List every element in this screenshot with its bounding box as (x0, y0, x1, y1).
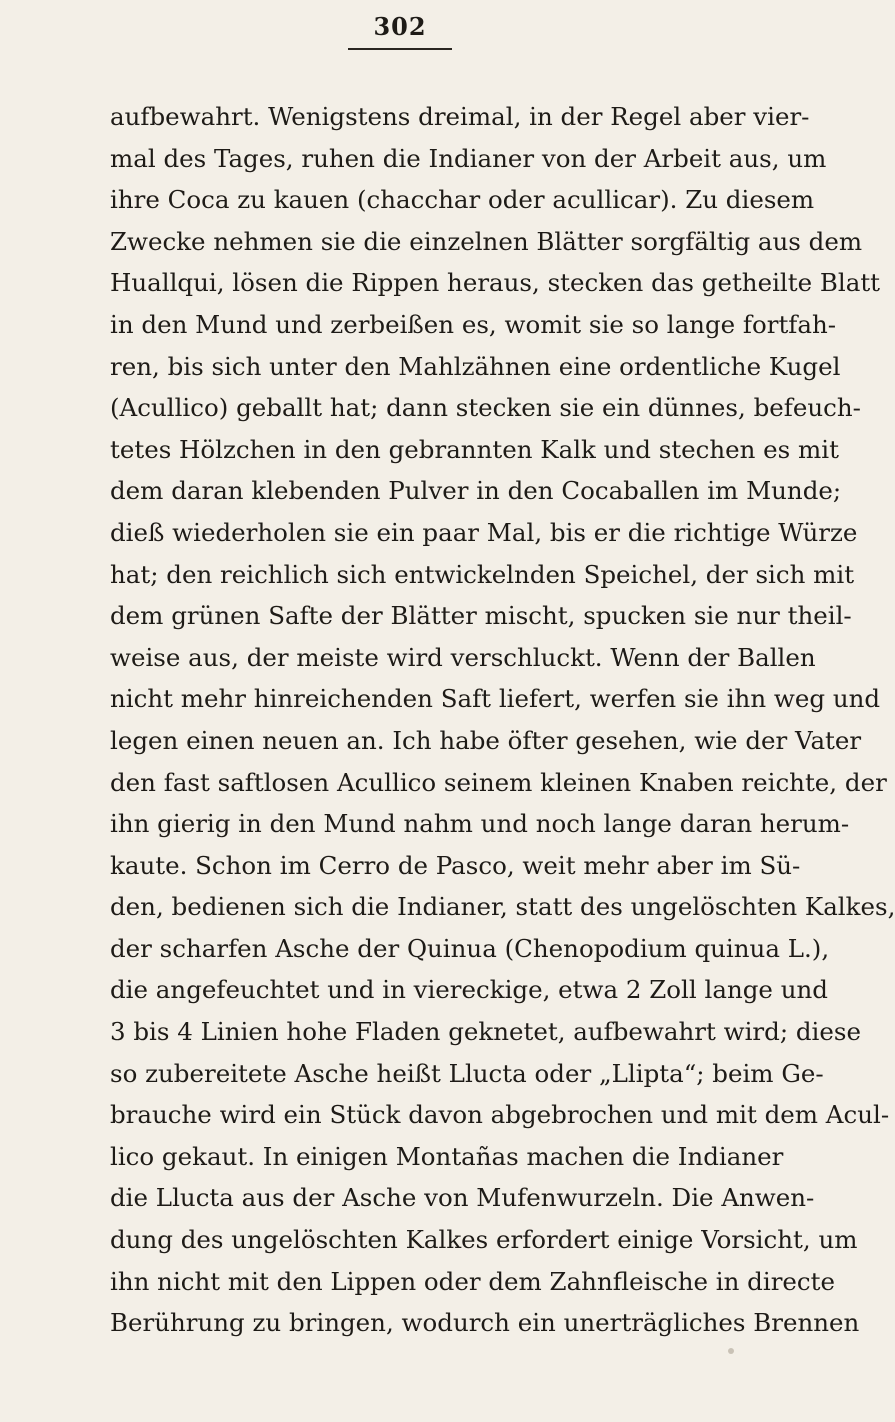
page-number: 302 (373, 12, 427, 41)
body-text (110, 96, 895, 1344)
text-line: die Llucta aus der Asche von Mufenwurzeln. Die Anwen- (110, 1183, 815, 1213)
text-line: ihre Coca zu kauen (chacchar oder acullicar). Zu diesem (110, 185, 815, 215)
text-line: dem daran klebenden Pulver in den Cocaballen im Munde; (110, 476, 842, 506)
text-line: Berührung zu bringen, wodurch ein unerträgliches Brennen (110, 1308, 860, 1338)
text-line: ihn gierig in den Mund nahm und noch lange daran herum- (110, 809, 850, 839)
text-line: aufbewahrt. Wenigstens dreimal, in der Regel aber vier- (110, 102, 810, 131)
text-line: Zwecke nehmen sie die einzelnen Blätter sorgfältig aus dem (110, 226, 863, 256)
text-line: in den Mund und zerbeißen es, womit sie so lange fortfah- (110, 309, 837, 339)
text-line: den, bedienen sich die Indianer, statt des ungelöschten Kalkes, (110, 892, 895, 922)
text-line: die angefeuchtet und in viereckige, etwa 2 Zoll lange und (110, 975, 828, 1005)
text-line: der scharfen Asche der Quinua (Chenopodium quinua L.), (110, 933, 830, 963)
text-line: (Acullico) geballt hat; dann stecken sie ein dünnes, befeuch- (110, 393, 861, 423)
text-line: den fast saftlosen Acullico seinem kleinen Knaben reichte, der (110, 767, 887, 797)
text-line: ren, bis sich unter den Mahlzähnen eine ordentliche Kugel (110, 351, 841, 381)
text-line: weise aus, der meiste wird verschluckt. Wenn der Ballen (110, 642, 816, 672)
page-number-rule (348, 48, 452, 50)
text-line: ihn nicht mit den Lippen oder dem Zahnfleische in directe (110, 1266, 835, 1296)
text-line: kaute. Schon im Cerro de Pasco, weit mehr aber im Sü- (110, 850, 801, 880)
text-line: dem grünen Safte der Blätter mischt, spucken sie nur theil- (110, 601, 852, 631)
text-line: so zubereitete Asche heißt Llucta oder „Llipta“; beim Ge- (110, 1058, 824, 1088)
text-line: hat; den reichlich sich entwickelnden Speichel, der sich mit (110, 559, 855, 589)
text-line: lico gekaut. In einigen Montañas machen die Indianer (110, 1141, 784, 1171)
text-line: dieß wiederholen sie ein paar Mal, bis er die richtige Würze (110, 517, 858, 547)
text-line: 3 bis 4 Linien hohe Fladen geknetet, aufbewahrt wird; diese (110, 1017, 861, 1047)
text-line: Huallqui, lösen die Rippen heraus, stecken das getheilte Blatt (110, 268, 881, 298)
text-line: legen einen neuen an. Ich habe öfter gesehen, wie der Vater (110, 725, 862, 755)
paper-speck (728, 1348, 734, 1354)
text-line: nicht mehr hinreichenden Saft liefert, werfen sie ihn weg und (110, 684, 881, 714)
text-line: mal des Tages, ruhen die Indianer von der Arbeit aus, um (110, 143, 827, 173)
text-line: tetes Hölzchen in den gebrannten Kalk und stechen es mit (110, 434, 839, 464)
text-line: brauche wird ein Stück davon abgebrochen und mit dem Acul- (110, 1100, 890, 1130)
text-line: dung des ungelöschten Kalkes erfordert einige Vorsicht, um (110, 1225, 858, 1255)
